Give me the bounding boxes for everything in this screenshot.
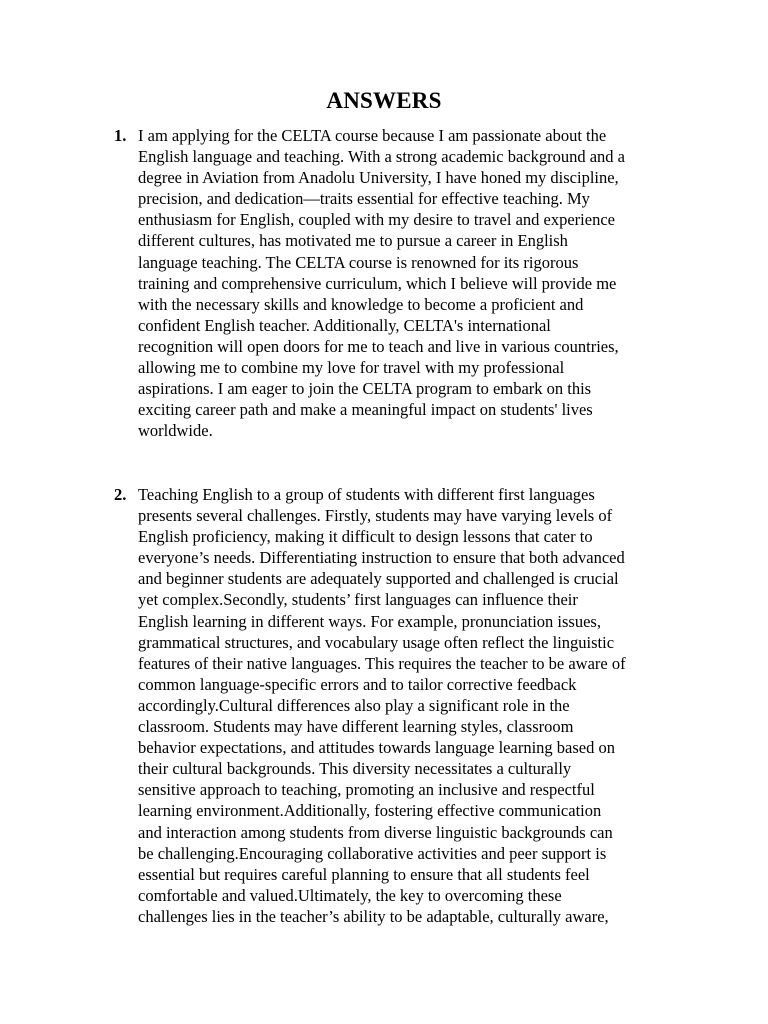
text-line: yet complex.Secondly, students’ first languages can influence their [138, 590, 578, 610]
answer-number: 1. [114, 126, 127, 145]
text-line: degree in Aviation from Anadolu University, I have honed my discipline, [138, 168, 619, 188]
text-line: language teaching. The CELTA course is renowned for its rigorous [138, 252, 579, 272]
page-title: ANSWERS [326, 88, 442, 113]
text-line: aspirations. I am eager to join the CELTA program to embark on this [138, 379, 592, 399]
text-line: training and comprehensive curriculum, which I believe will provide me [138, 273, 617, 293]
text-line: English learning in different ways. For example, pronunciation issues, [138, 611, 601, 631]
text-line: essential but requires careful planning to ensure that all students feel [138, 864, 590, 884]
text-line: everyone’s needs. Differentiating instruction to ensure that both advanced [138, 548, 625, 568]
text-line: their cultural backgrounds. This diversity necessitates a culturally [138, 759, 572, 779]
text-line: English proficiency, making it difficult to design lessons that cater to [138, 527, 593, 547]
text-line: behavior expectations, and attitudes towards language learning based on [138, 738, 615, 758]
text-line: learning environment.Additionally, fostering effective communication [138, 801, 602, 821]
text-line: Teaching English to a group of students with different first languages [138, 485, 595, 504]
text-line: accordingly.Cultural differences also play a significant role in the [138, 695, 570, 715]
answer-text [138, 484, 678, 927]
text-line: with the necessary skills and knowledge to become a proficient and [138, 294, 584, 314]
text-line: classroom. Students may have different learning styles, classroom [138, 717, 574, 737]
text-line: features of their native languages. This requires the teacher to be aware of [138, 653, 626, 673]
text-line: English language and teaching. With a strong academic background and a [138, 147, 625, 167]
text-line: worldwide. [138, 421, 213, 441]
text-line: precision, and dedication—traits essential for effective teaching. My [138, 189, 590, 209]
answer-text [138, 125, 678, 441]
text-line: presents several challenges. Firstly, students may have varying levels of [138, 506, 613, 526]
text-line: comfortable and valued.Ultimately, the key to overcoming these [138, 885, 562, 905]
text-line: recognition will open doors for me to teach and live in various countries, [138, 336, 619, 356]
text-line: be challenging.Encouraging collaborative activities and peer support is [138, 843, 607, 863]
text-line: and beginner students are adequately supported and challenged is crucial [138, 569, 619, 589]
text-line: exciting career path and make a meaningful impact on students' lives [138, 400, 593, 420]
text-line: grammatical structures, and vocabulary usage often reflect the linguistic [138, 632, 615, 652]
text-line: I am applying for the CELTA course because I am passionate about the [138, 126, 607, 145]
text-line: allowing me to combine my love for travel with my professional [138, 358, 565, 378]
answer-number: 2. [114, 485, 127, 504]
text-line: and interaction among students from diverse linguistic backgrounds can [138, 822, 613, 842]
text-line: challenges lies in the teacher’s ability to be adaptable, culturally aware, [138, 906, 609, 926]
text-line: different cultures, has motivated me to pursue a career in English [138, 231, 568, 251]
text-line: common language-specific errors and to tailor corrective feedback [138, 674, 577, 694]
text-line: confident English teacher. Additionally, CELTA's international [138, 315, 551, 335]
text-line: sensitive approach to teaching, promoting an inclusive and respectful [138, 780, 595, 800]
text-line: enthusiasm for English, coupled with my desire to travel and experience [138, 210, 615, 230]
